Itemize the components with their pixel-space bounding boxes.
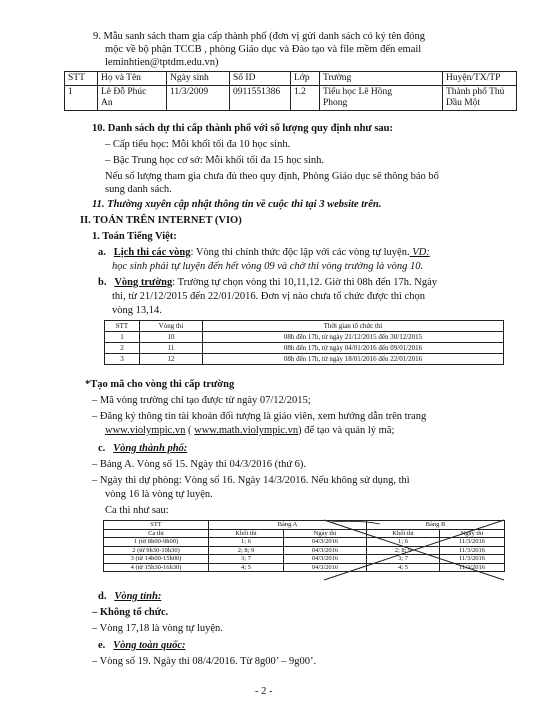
th-ca: Ca thi [104, 529, 209, 538]
cell-dob: 11/3/2009 [167, 86, 230, 111]
th-stt: STT [65, 72, 98, 86]
th-a-khoi: Khối thi [209, 529, 284, 538]
b-khoi: 3; 7 [367, 555, 440, 564]
a-text1: : Vòng thi chính thức độc lập với các vòng tự luyện. [190, 247, 410, 258]
th-dob: Ngày sinh [167, 72, 230, 86]
cell-district [443, 86, 517, 111]
item10-bullet2: – Bậc Trung học cơ sở: Mỗi khối tối đa 15 học sinh. [105, 155, 325, 166]
round-table-header [105, 321, 504, 332]
district-line2: Dầu Một [446, 98, 481, 108]
round-stt: 2 [105, 343, 140, 354]
page-number: - 2 - [255, 686, 273, 697]
table-row [105, 343, 504, 354]
sub1-heading: 1. Toán Tiếng Việt: [92, 231, 177, 242]
th-class: Lớp [291, 72, 320, 86]
b-khoi: 2; 8; 9 [367, 546, 440, 555]
cell-name [98, 86, 167, 111]
a-ngay: 04/3/2016 [284, 546, 367, 555]
round-time: 08h đến 17h, từ ngày 21/12/2015 đến 30/12/2015 [203, 332, 504, 343]
b-line3: vòng 13,14. [112, 305, 162, 316]
th-name: Họ và Tên [98, 72, 167, 86]
ca-time: 2 (từ 9h30-10h30) [104, 546, 209, 555]
c-title: Vòng thành phố: [113, 443, 188, 454]
round-table [104, 320, 504, 365]
a-ngay: 04/3/2016 [284, 555, 367, 564]
b-title: Vòng trường [114, 277, 173, 288]
create-code-b2-line1: – Đăng ký thông tin tài khoản đối tượng là giáo viên, xem hướng dẫn trên trang [92, 411, 427, 422]
b-label: b. [98, 277, 107, 288]
create-code-b1: – Mã vòng trường chỉ tạo được từ ngày 07/12/2015; [92, 395, 311, 406]
d-label: d. [98, 591, 107, 602]
link-separator: ( [185, 425, 195, 436]
table-row [105, 332, 504, 343]
a-label: a. [98, 247, 106, 258]
b-ngay: 11/3/2016 [440, 546, 505, 555]
create-code-b2-line2 [105, 424, 394, 437]
d-title: Vòng tỉnh: [114, 591, 162, 602]
th-school: Trường [320, 72, 443, 86]
th-a-ngay: Ngày thi [284, 529, 367, 538]
round-num: 11 [140, 343, 203, 354]
a-khoi: 2; 8; 9 [209, 546, 284, 555]
item9-line3: leminhtien@tptdm.edu.vn) [105, 57, 219, 68]
round-stt: 3 [105, 354, 140, 365]
round-num: 10 [140, 332, 203, 343]
create-code-tail: ) để tạo và quản lý mã; [298, 425, 395, 436]
table-row [65, 86, 517, 111]
d-heading [98, 590, 161, 603]
b-khoi: 1; 6 [367, 538, 440, 547]
b-line1 [98, 276, 437, 289]
c-heading [98, 442, 187, 455]
th-round-time: Thời gian tổ chức thi [203, 321, 504, 332]
table-row [105, 354, 504, 365]
a-vd: VD: [409, 247, 430, 258]
student-table [64, 71, 517, 111]
cell-school [320, 86, 443, 111]
c-b1: – Bảng A. Vòng số 15. Ngày thi 04/3/2016 (thứ 6). [92, 459, 307, 470]
round-time: 08h đến 17h, từ ngày 18/01/2016 đến 22/01/2016 [203, 354, 504, 365]
e-b1: – Vòng số 19. Ngày thi 08/4/2016. Từ 8g00’ – 9g00’. [92, 656, 317, 667]
item9-line2: mộc về bộ phận TCCB , phòng Giáo dục và Đào tạo và file mềm đến email [105, 44, 422, 55]
cell-id: 0911551386 [230, 86, 291, 111]
b-ngay: 11/3/2016 [440, 563, 505, 572]
th-round: Vòng thi [140, 321, 203, 332]
d-b2: – Vòng 17,18 là vòng tự luyện. [92, 623, 223, 634]
a-khoi: 4; 5 [209, 563, 284, 572]
a-khoi: 3; 7 [209, 555, 284, 564]
b-line2: thi, từ 21/12/2015 đến 22/01/2016. Đơn vị nào chưa tổ chức được thì chọn [112, 291, 425, 302]
section2-heading: II. TOÁN TRÊN INTERNET (VIO) [80, 215, 242, 226]
c-b2-line1: – Ngày thi dự phòng: Vòng số 16. Ngày 14/3/2016. Nếu không sử dụng, thì [92, 475, 410, 486]
th-round-stt: STT [105, 321, 140, 332]
c-label: c. [98, 443, 106, 454]
th-district: Huyện/TX/TP [443, 72, 517, 86]
a-khoi: 1; 6 [209, 538, 284, 547]
e-label: e. [98, 640, 106, 651]
b-ngay: 11/3/2016 [440, 555, 505, 564]
a-title: Lịch thi các vòng [113, 247, 191, 258]
name-line1: Lê Đỗ Phúc [101, 87, 147, 97]
th-b-khoi: Khối thi [367, 529, 440, 538]
th-bang-b: Bảng B [367, 521, 505, 530]
ca-time: 1 (từ 8h00-9h00) [104, 538, 209, 547]
a-line1 [98, 246, 430, 259]
round-num: 12 [140, 354, 203, 365]
a-line2: học sinh phải tự luyện đến hết vòng 09 và chờ thi vòng trường là vòng 10. [112, 261, 424, 272]
ca-label: Ca thi như sau: [105, 505, 169, 516]
b-text1: : Trường tự chọn vòng thi 10,11,12. Giờ thi 08h đến 17h. Ngày [172, 277, 438, 288]
round-time: 08h đến 17h, từ ngày 04/01/2016 đến 09/01/2016 [203, 343, 504, 354]
math-violympic-link[interactable]: www.math.violympic.vn [194, 425, 299, 436]
ca-time: 3 (từ 14h00-15h00) [104, 555, 209, 564]
student-table-header [65, 72, 517, 86]
district-line1: Thành phố Thủ [446, 87, 505, 97]
create-code-heading: *Tạo mã cho vòng thi cấp trường [85, 379, 235, 390]
item11: 11. Thường xuyên cập nhật thông tin về cuộc thi tại 3 website trên. [92, 199, 382, 210]
cell-class: 1.2 [291, 86, 320, 111]
violympic-link[interactable]: www.violympic.vn [105, 425, 186, 436]
item10-bullet1: – Cấp tiểu học: Mỗi khối tối đa 10 học sinh. [105, 139, 291, 150]
round-stt: 1 [105, 332, 140, 343]
e-heading [98, 639, 186, 652]
e-title: Vòng toàn quốc: [113, 640, 186, 651]
item10-heading: 10. Danh sách dự thi cấp thành phố với số lượng quy định như sau: [92, 123, 394, 134]
b-khoi: 4; 5 [367, 563, 440, 572]
item10-note-line1: Nếu số lượng tham gia chưa đủ theo quy định, Phòng Giáo dục sẽ thông báo bổ [105, 171, 439, 182]
school-line1: Tiểu học Lê Hồng [323, 87, 393, 97]
c-b2-line2: vòng 16 là vòng tự luyện. [105, 489, 213, 500]
a-ngay: 04/3/2016 [284, 563, 367, 572]
a-ngay: 04/3/2016 [284, 538, 367, 547]
item10-note-line2: sung danh sách. [105, 184, 172, 195]
th-bang-a: Bảng A [209, 521, 367, 530]
th-id: Số ID [230, 72, 291, 86]
item9-line1: 9. Mẫu sanh sách tham gia cấp thành phố (đơn vị gửi danh sách có ký tên đóng [93, 31, 426, 42]
th-ca-stt: STT [104, 521, 209, 530]
name-line2: An [101, 98, 113, 108]
strikethrough-mark [320, 518, 510, 584]
d-b1: – Không tổ chức. [92, 607, 169, 618]
cell-stt: 1 [65, 86, 98, 111]
th-b-ngay: Ngày thi [440, 529, 505, 538]
b-ngay: 11/3/2016 [440, 538, 505, 547]
ca-time: 4 (từ 15h30-16h30) [104, 563, 209, 572]
school-line2: Phong [323, 98, 348, 108]
